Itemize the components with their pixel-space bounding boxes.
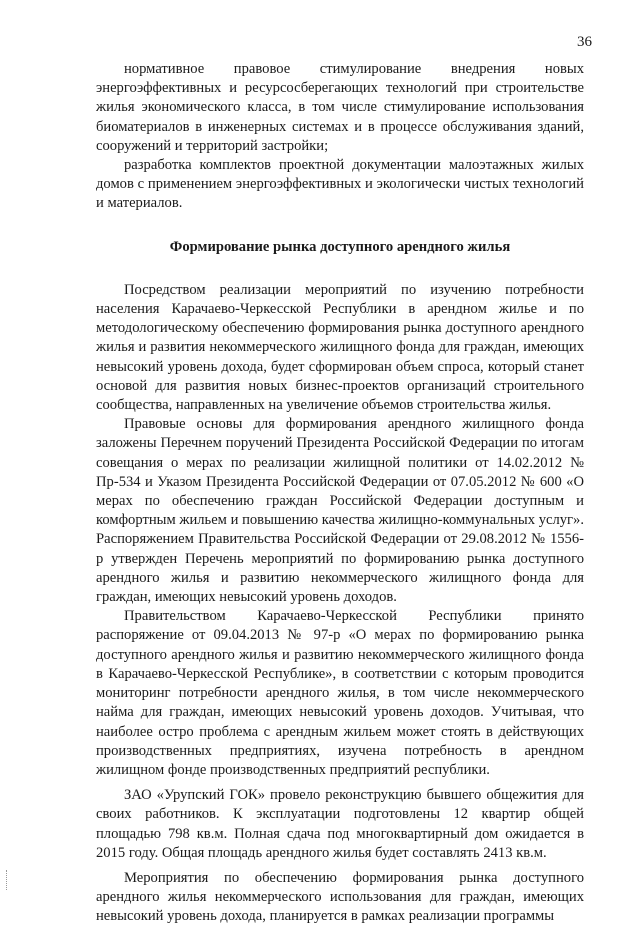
page-number: 36 [577,34,592,50]
paragraph: нормативное правовое стимулирование внедрения новых энергоэффективных и ресурсосберегающих технологий при строительстве жилья экономического класса, в том числе стимулирование использования биоматериалов в инженерных системах и в процессе обслуживания зданий, сооружений и территорий застройки; [96,61,584,154]
section-heading: Формирование рынка доступного арендного жилья [169,238,511,255]
paragraph: ЗАО «Урупский ГОК» провело реконструкцию бывшего общежития для своих работников. К эксплуатации подготовлены 12 квартир общей площадью 798 кв.м. Полная сдача под многоквартирный дом ожидается в 2015 году. Общая площадь арендного жилья будет составлять 2413 кв.м. [96,787,584,861]
paragraph: Правовые основы для формирования арендного жилищного фонда заложены Перечнем поручений Президента Российской Федерации по итогам совещания о мерах по реализации жилищной политики от 14.02.2012 № Пр-534 и Указом Президента Российской Федерации от 07.05.2012 № 600 «О мерах по обеспечению граждан Российской Федерации доступным и комфортным жильем и повышению качества жилищно-коммунальных услуг». Распоряжением Правительства Российской Федерации от 29.08.2012 № 1556-р утвержден Перечень мероприятий по формированию рынка доступного арендного жилья и развитию некоммерческого жилищного фонда для граждан, имеющих невысокий уровень доходов. [96,416,584,606]
paragraph: разработка комплектов проектной документации малоэтажных жилых домов с применением энергоэффективных и экологически чистых технологий и материалов. [96,157,584,212]
document-body [96,60,584,927]
paragraph: Посредством реализации мероприятий по изучению потребности населения Карачаево-Черкесской Республики в арендном жилье и по методологическому обеспечению формирования рынка доступного арендного жилья и развития некоммерческого жилищного фонда для граждан, имеющих невысокий уровень дохода, будет сформирован объем спроса, который станет основой для развития новых бизнес-проектов организаций строительного сообщества, направленных на увеличение объемов строительства жилья. [96,281,584,414]
paragraph: Правительством Карачаево-Черкесской Республики принято распоряжение от 09.04.2013 № 97-р «О мерах по формированию рынка доступного арендного жилья и развитию некоммерческого жилищного фонда в Карачаево-Черкесской Республике», в соответствии с которым проводится мониторинг потребности арендного жилья, в том числе некоммерческого найма для граждан, имеющих невысокий уровень доходов. Учитывая, что наиболее остро проблема с арендным жильем может стоять в действующих производственных предприятиях, изучена потребность в арендном жилищном фонде производственных предприятий республики. [96,608,584,778]
scan-edge-mark [6,870,9,890]
paragraph: Мероприятия по обеспечению формирования рынка доступного арендного жилья некоммерческого использования для граждан, имеющих невысокий уровень дохода, планируется в рамках реализации программы [96,869,584,925]
